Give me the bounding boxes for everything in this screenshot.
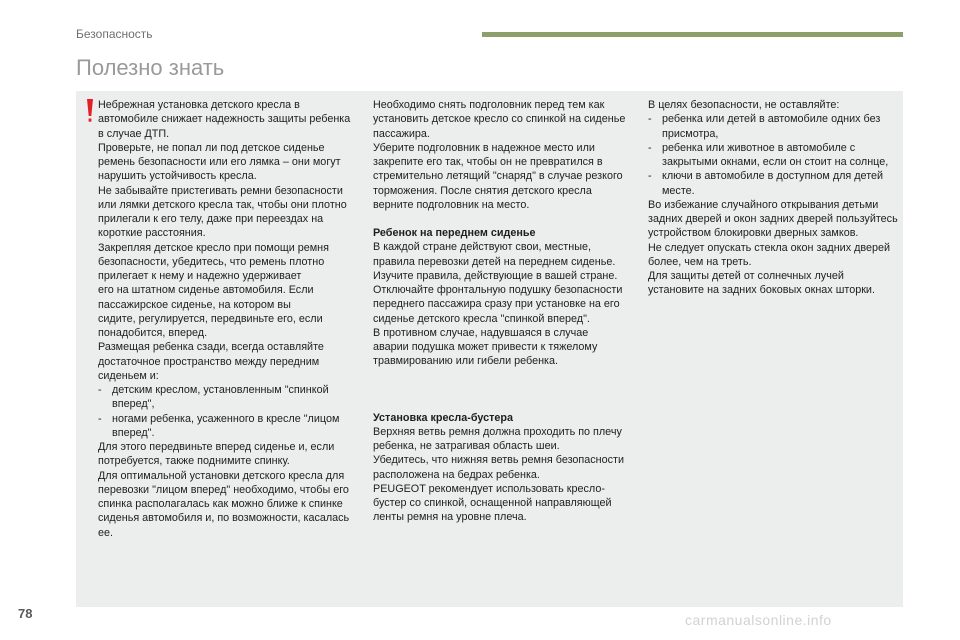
col1-paragraph-1: Небрежная установка детского кресла в автомобиле снижает надежность защиты ребенка в случае ДТП. Проверьте, не попал ли под детское сиденье ремень безопасности или его лямка – они могут нарушить устойчивость кресла. Не забывайте пристегивать ремни безопасности или лямки детского кресла так, чтобы они плотно прилегали к его телу, даже при переездах на короткие расстояния. Закрепляя детское кресло при помощи ремня безопасности, убедитесь, что ремень плотно прилегает к нему и надежно удерживает его на штатном сиденье автомобиля. Если пассажирское сиденье, на котором вы сидите, регулируется, передвиньте его, если понадобится, вперед. Размещая ребенка сзади, всегда оставляйте достаточное пространство между передним сиденьем и: <box>98 99 351 382</box>
list-item-text: ногами ребенка, усаженного в кресле "лицом вперед". <box>112 412 340 439</box>
watermark: carmanualsonline.info <box>685 612 832 628</box>
heading-child-front-seat: Ребенок на переднем сиденье <box>373 227 536 239</box>
column-2 <box>373 98 631 525</box>
col1-paragraph-2: Для этого передвиньте вперед сиденье и, если потребуется, также поднимите спинку. Для оптимальной установки детского кресла для перевозки "лицом вперед" необходимо, чтобы его спинка располагалась как можно ближе к спинке сиденья автомобиля и, по возможности, касалась ее. <box>98 441 350 539</box>
list-item <box>98 383 354 412</box>
section-label: Безопасность <box>76 27 153 41</box>
list-dash: - <box>648 170 652 183</box>
column-3 <box>648 98 903 298</box>
list-item-text: детским креслом, установленным "спинкой вперед", <box>112 384 329 411</box>
column-1 <box>98 98 354 540</box>
col3-paragraph-1: В целях безопасности, не оставляйте: <box>648 99 840 111</box>
heading-booster-seat: Установка кресла-бустера <box>373 411 513 424</box>
header-accent-bar <box>482 32 903 37</box>
exclamation-icon <box>86 99 94 123</box>
page-title: Полезно знать <box>76 55 225 80</box>
list-dash: - <box>98 412 102 425</box>
list-item <box>98 412 354 441</box>
list-item-text: ребенка или животное в автомобиле с закрытыми окнами, если он стоит на солнце, <box>662 141 889 168</box>
page-number: 78 <box>18 606 33 621</box>
list-item-text: ребенка или детей в автомобиле одних без присмотра, <box>662 113 881 140</box>
col2-paragraph-2: В каждой стране действуют свои, местные, правила перевозки детей на переднем сиденье. Изучите правила, действующие в вашей стране. Отключайте фронтальную подушку безопасности переднего пассажира сразу при установке на его сиденье детского кресла "спинкой вперед". В противном случае, надувшаяся в случае аварии подушка может привести к тяжелому травмированию или гибели ребенка. <box>373 241 623 368</box>
list-item-text: ключи в автомобиле в доступном для детей месте. <box>662 170 884 197</box>
list-item <box>648 141 903 170</box>
list-item <box>648 112 903 141</box>
col2-paragraph-1: Необходимо снять подголовник перед тем как установить детское кресло со спинкой на сиденье пассажира. Уберите подголовник в надежное место или закрепите его так, чтобы он не превратился в стремительно летящий "снаряд" в случае резкого торможения. После снятия детского кресла верните подголовник на место. <box>373 99 626 211</box>
list-dash: - <box>648 141 652 154</box>
col2-paragraph-3: Верхняя ветвь ремня должна проходить по плечу ребенка, не затрагивая область шеи. Убедитесь, что нижняя ветвь ремня безопасности расположена на бедрах ребенка. PEUGEOT рекомендует использовать кресло- бустер со спинкой, оснащенной направляющей ленты ремня на уровне плеча. <box>373 425 625 524</box>
list-dash: - <box>648 113 652 126</box>
list-item <box>648 169 903 198</box>
col3-paragraph-2: Во избежание случайного открывания детьми задних дверей и окон задних дверей пользуйтесь устройством блокировки дверных замков. Не следует опускать стекла окон задних дверей более, чем на треть. Для защиты детей от солнечных лучей установите на задних боковых окнах шторки. <box>648 198 898 297</box>
list-dash: - <box>98 384 102 396</box>
